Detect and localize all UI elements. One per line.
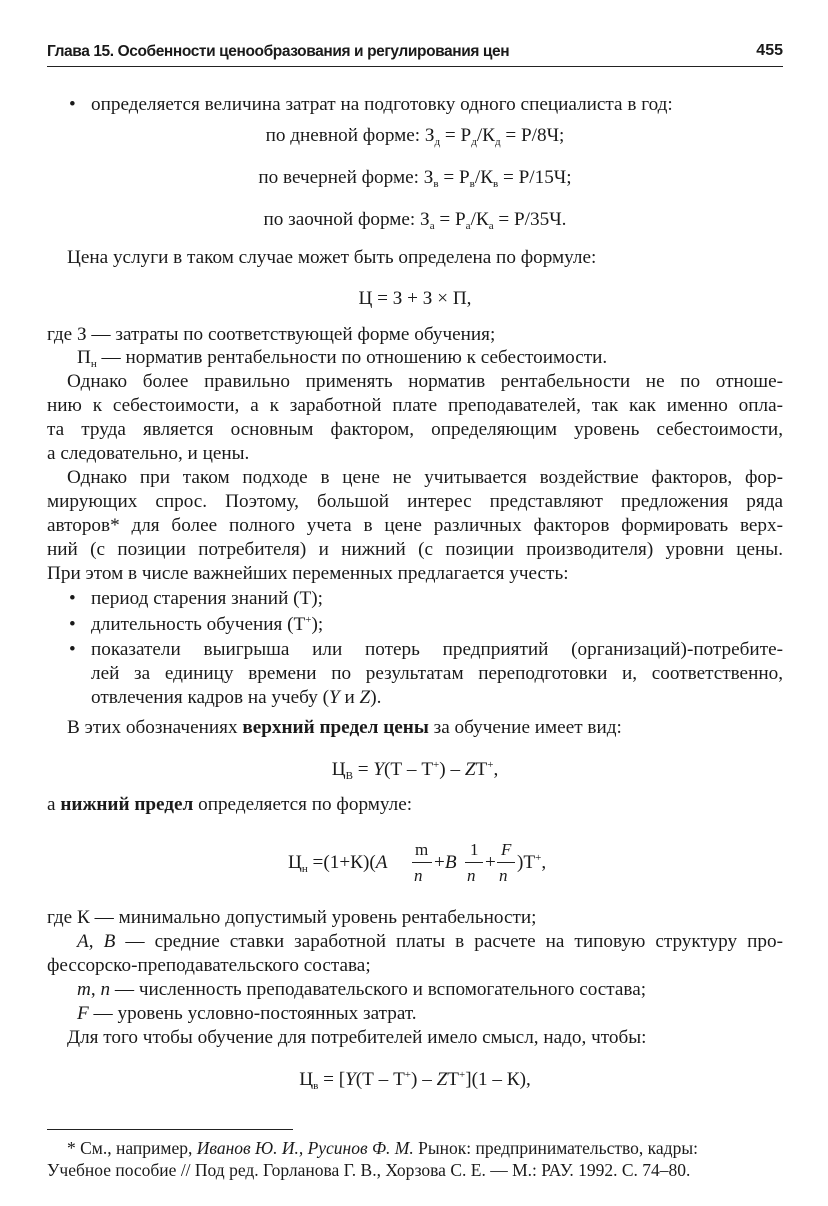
paragraph-text: та труда является основным фактором, определяющим уровень себестоимости, <box>47 419 783 440</box>
bullet-gains-losses: • показатели выигрыша или потерь предприятий (организаций)-потребите- <box>91 638 783 662</box>
formula-upper: $Ц_В = Y(Т - Т^+) - ZТ^+$, <box>331 759 499 782</box>
paragraph-text: мирующих спрос. Поэтому, большой интерес представляют предложения ряда <box>47 491 783 512</box>
paragraph-text: ний (с позиции потребителя) и нижний (с позиции производителя) уровни цены. <box>47 539 783 560</box>
definition-line: m, n — численность преподавательского и вспомогательного состава; <box>77 979 647 1000</box>
running-header <box>47 40 783 67</box>
text-run: В этих обозначениях <box>67 717 243 738</box>
bold-term: нижний предел <box>60 794 194 815</box>
text-run: Рынок: предпринимательство, кадры: <box>413 1138 698 1158</box>
bold-term: верхний предел цены <box>242 717 429 738</box>
text-run: определяется по формуле: <box>193 794 413 815</box>
paragraph-text: Цена услуги в таком случае может быть определена по формуле: <box>67 247 597 268</box>
bullet-cost-per-specialist: • определяется величина затрат на подготовку одного специалиста в год: <box>91 93 673 117</box>
paragraph-lower-limit <box>47 793 412 817</box>
chapter-title: Глава 15. Особенности ценообразования и регулирования цен <box>47 43 510 60</box>
paragraph-text: Однако более правильно применять норматив рентабельности не по отноше- <box>67 371 783 392</box>
text-run: * См., например, <box>67 1138 197 1158</box>
definition-line: F — уровень условно-постоянных затрат. <box>77 1003 417 1024</box>
page-number: 455 <box>756 42 783 59</box>
paragraph-text: отвлечения кадров на учебу (Y и Z). <box>91 687 382 708</box>
formula-lower: $Ц_н =(1+К)(A$ m n +B 1 n + F n )Т+, <box>288 840 547 885</box>
paragraph-text: При этом в числе важнейших переменных предлагается учесть: <box>47 563 569 584</box>
formula-condition: $Ц_в = [Y(Т - Т^+) - ZТ^+](1 - К)$, <box>299 1069 531 1092</box>
text-run: за обучение имеет вид: <box>428 717 622 738</box>
paragraph-upper-limit <box>67 716 622 740</box>
paragraph-text: фессорско-преподавательского состава; <box>47 955 371 976</box>
text-run: а <box>47 794 61 815</box>
paragraph-text: где К — минимально допустимый уровень рентабельности; <box>47 907 537 928</box>
paragraph-text: Для того чтобы обучение для потребителей имело смысл, надо, чтобы: <box>67 1027 647 1048</box>
footnote-rule <box>47 1129 293 1130</box>
paragraph-text: авторов* для более полного учета в цене различных факторов формировать верх- <box>47 515 783 536</box>
paragraph-text: Однако при таком подходе в цене не учитывается воздействие факторов, фор- <box>67 467 783 488</box>
footnote-line <box>67 1137 698 1159</box>
definition-line: $П_н$ — норматив рентабельности по отношению к себестоимости. <box>77 347 608 370</box>
footnote-line: Учебное пособие // Под ред. Горланова Г. В., Хорзова С. Е. — М.: РАУ. 1992. С. 74–80. <box>47 1160 691 1180</box>
paragraph-text: а следовательно, и цены. <box>47 443 250 464</box>
formula-extramural: по заочной форме: $З_а = Р_а/К_а = Р/35Ч$. <box>263 209 567 232</box>
paragraph-text: нию к себестоимости, а к заработной плате преподавателей, так как именно опла- <box>47 395 783 416</box>
bullet-obsolescence: • период старения знаний (Т); <box>91 587 323 611</box>
formula-price: Ц = З + З × П, <box>358 288 472 309</box>
formula-day: по дневной форме: $З_д = Р_д/К_д = Р/8Ч$; <box>265 125 565 148</box>
paragraph-text: лей за единицу времени по результатам переподготовки и, соответственно, <box>91 663 783 684</box>
bullet-duration: • длительность обучения (Т+); <box>91 613 323 637</box>
definition-line: А, В — средние ставки заработной платы в расчете на типовую структуру про- <box>77 931 784 952</box>
paragraph-text: где З — затраты по соответствующей форме обучения; <box>47 324 496 345</box>
footnote-authors: Иванов Ю. И., Русинов Ф. М. <box>196 1138 414 1158</box>
formula-evening: по вечерней форме: $З_в = Р_в/К_в = Р/15Ч$; <box>258 167 572 190</box>
